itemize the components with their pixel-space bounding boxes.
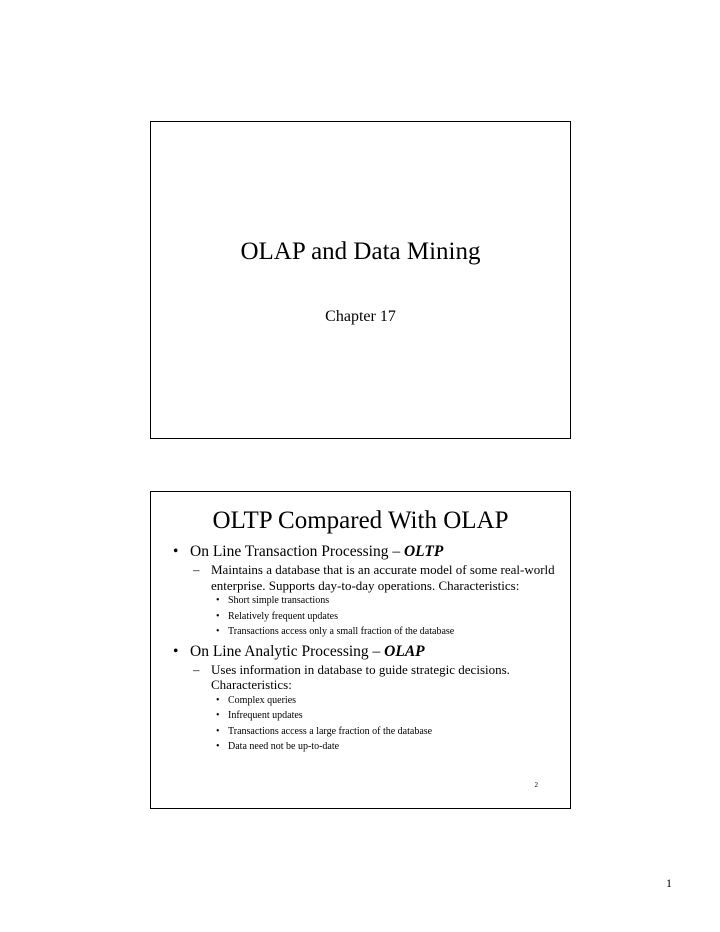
bullet-text: On Line Transaction Processing – (190, 543, 401, 560)
list-item-text: Transactions access only a small fraction of the database (228, 626, 455, 637)
slide-title: OLTP Compared With OLAP (212, 507, 509, 534)
list-item (151, 593, 570, 609)
list-item-text: Complex queries (228, 694, 297, 706)
bullet-icon: • (216, 725, 220, 737)
bullet-icon: • (216, 595, 220, 606)
sub-bullet-item (151, 662, 570, 693)
slide-number: 2 (534, 781, 538, 789)
title-slide (150, 121, 571, 439)
bullet-emphasis: OLTP (403, 543, 444, 560)
list-item (151, 609, 570, 625)
list-item (151, 724, 570, 740)
sub-bullet-item (151, 562, 570, 593)
list-item-text: Short simple transactions (228, 595, 330, 606)
list-item (151, 624, 570, 640)
bullet-icon: • (216, 610, 220, 622)
bullet-icon: • (173, 543, 179, 560)
list-item (151, 739, 570, 755)
bullet-icon: • (216, 626, 220, 637)
list-item-text: Transactions access a large fraction of the database (228, 725, 433, 737)
bullet-emphasis: OLAP (384, 642, 425, 660)
list-item-text: Infrequent updates (228, 710, 303, 721)
bullet-icon: • (216, 694, 220, 706)
slide-body (151, 542, 570, 757)
bullet-section-oltp (151, 542, 570, 640)
bullet-text: On Line Analytic Processing – (190, 642, 381, 660)
list-item-text: Relatively frequent updates (228, 610, 338, 622)
slide-subtitle: Chapter 17 (325, 308, 396, 325)
dash-icon: – (193, 661, 200, 677)
bullet-item (151, 542, 570, 561)
bullet-icon: • (216, 710, 220, 721)
bullet-icon: • (216, 741, 220, 752)
slide-title: OLAP and Data Mining (240, 238, 481, 265)
bullet-item (151, 642, 570, 661)
bullet-section-olap (151, 642, 570, 755)
sub-bullet-text: Maintains a database that is an accurate model of some real-world enterprise. Supports day-to-day operations. Characteristics: (211, 562, 555, 593)
bullet-icon: • (173, 642, 179, 660)
list-item (151, 693, 570, 709)
list-item-text: Data need not be up-to-date (228, 741, 340, 752)
page-number: 1 (666, 876, 672, 890)
sub-bullet-text: Uses information in database to guide strategic decisions. Characteristics: (211, 661, 510, 692)
dash-icon: – (193, 562, 200, 577)
content-slide (150, 491, 571, 809)
list-item (151, 708, 570, 724)
